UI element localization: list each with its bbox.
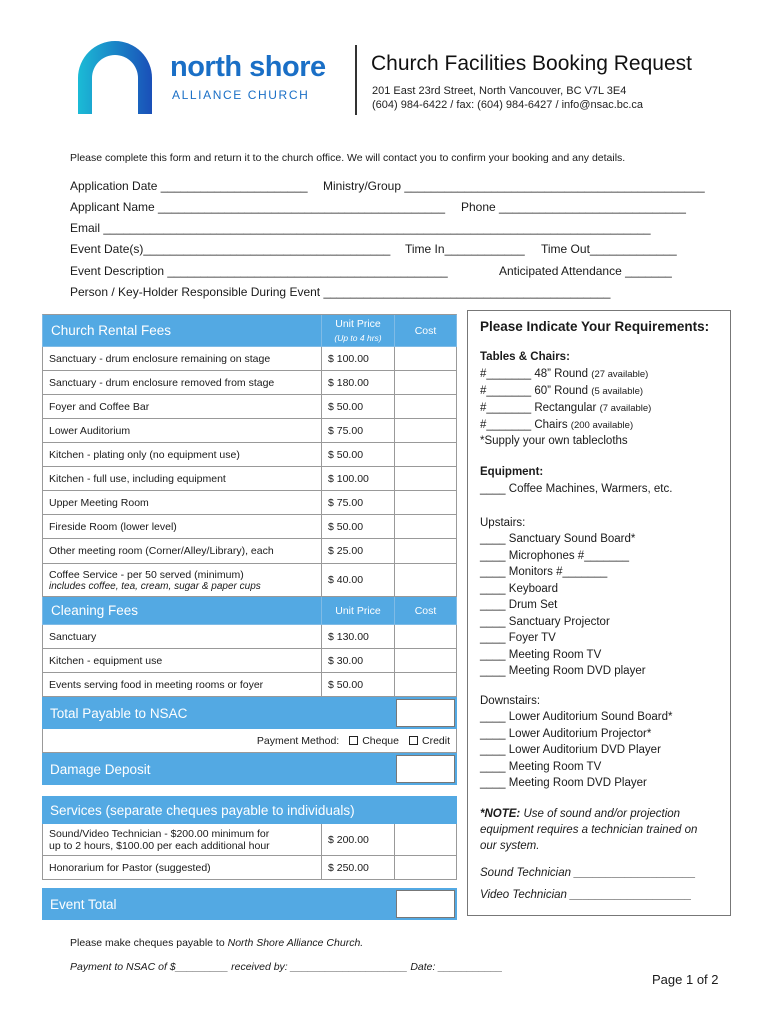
header-divider bbox=[355, 45, 357, 115]
sanctuary-projector-field[interactable]: ____ Sanctuary Projector bbox=[480, 616, 610, 628]
row-label: Honorarium for Pastor (suggested) bbox=[43, 856, 322, 879]
event-description-field[interactable]: Event Description __________________________________________ bbox=[70, 264, 448, 278]
event-total-input[interactable] bbox=[396, 890, 455, 918]
row-cost-cell[interactable] bbox=[395, 824, 456, 855]
row-label: Sanctuary - drum enclosure remaining on stage bbox=[43, 347, 322, 370]
row-price: $ 50.00 bbox=[322, 673, 395, 696]
item-label: #_______ Chairs bbox=[480, 419, 568, 431]
rental-header-row bbox=[42, 314, 457, 347]
total-payable-bar bbox=[42, 697, 457, 729]
item-availability: (7 available) bbox=[599, 403, 652, 414]
item-label: #_______ 48” Round bbox=[480, 368, 589, 380]
payment-receipt-line[interactable]: Payment to NSAC of $_________ received by: ____________________ Date: ___________ bbox=[70, 961, 503, 973]
row-price: $ 75.00 bbox=[322, 491, 395, 514]
tablecloth-note: *Supply your own tablecloths bbox=[480, 435, 628, 447]
row-cost-cell[interactable] bbox=[395, 419, 456, 442]
credit-label: Credit bbox=[421, 734, 450, 747]
row-cost-cell[interactable] bbox=[395, 467, 456, 490]
equipment-heading: Equipment: bbox=[480, 466, 544, 478]
row-label: Lower Auditorium bbox=[43, 419, 322, 442]
table-row bbox=[42, 515, 457, 539]
row-label: Sanctuary - drum enclosure removed from stage bbox=[43, 371, 322, 394]
technician-note-line2: equipment requires a technician trained on bbox=[480, 824, 698, 836]
item-availability: (27 available) bbox=[591, 369, 649, 380]
table-row bbox=[42, 673, 457, 697]
row-cost-cell[interactable] bbox=[395, 564, 456, 596]
lower-auditorium-dvd-field[interactable]: ____ Lower Auditorium DVD Player bbox=[480, 744, 661, 756]
lower-auditorium-sound-board-field[interactable]: ____ Lower Auditorium Sound Board* bbox=[480, 711, 673, 723]
services-heading: Services (separate cheques payable to individuals) bbox=[50, 802, 355, 818]
event-dates-field[interactable]: Event Date(s)_____________________________________ bbox=[70, 242, 391, 256]
phone-field[interactable]: Phone ____________________________ bbox=[461, 200, 686, 214]
technician-note-line3: our system. bbox=[480, 840, 540, 852]
row-cost-cell[interactable] bbox=[395, 625, 456, 648]
row-price: $ 180.00 bbox=[322, 371, 395, 394]
downstairs-meeting-room-dvd-field[interactable]: ____ Meeting Room DVD Player bbox=[480, 777, 647, 789]
table-row bbox=[42, 564, 457, 597]
table-row bbox=[42, 649, 457, 673]
row-label: Foyer and Coffee Bar bbox=[43, 395, 322, 418]
row-cost-cell[interactable] bbox=[395, 673, 456, 696]
page-number: Page 1 of 2 bbox=[652, 972, 719, 987]
table-row bbox=[42, 395, 457, 419]
payment-method-row bbox=[42, 729, 457, 753]
row-label: Kitchen - equipment use bbox=[43, 649, 322, 672]
church-address: 201 East 23rd Street, North Vancouver, BC V7L 3E4 bbox=[372, 85, 627, 97]
table-row bbox=[42, 443, 457, 467]
table-row bbox=[42, 824, 457, 856]
item-availability: (200 available) bbox=[570, 420, 634, 431]
table-rectangular-field[interactable] bbox=[480, 402, 651, 414]
applicant-name-field[interactable]: Applicant Name ___________________________________________ bbox=[70, 200, 446, 214]
row-label: Other meeting room (Corner/Alley/Library), each bbox=[43, 539, 322, 563]
requirements-panel bbox=[467, 310, 731, 916]
row-cost-cell[interactable] bbox=[395, 395, 456, 418]
sanctuary-sound-board-field[interactable]: ____ Sanctuary Sound Board* bbox=[480, 533, 636, 545]
row-cost-cell[interactable] bbox=[395, 539, 456, 563]
keyboard-field[interactable]: ____ Keyboard bbox=[480, 583, 559, 595]
event-total-bar bbox=[42, 888, 457, 920]
time-out-field[interactable]: Time Out_____________ bbox=[541, 242, 677, 256]
time-in-field[interactable]: Time In____________ bbox=[405, 242, 525, 256]
credit-checkbox[interactable] bbox=[409, 736, 418, 745]
cleaning-header-row bbox=[42, 597, 457, 625]
row-label: Fireside Room (lower level) bbox=[43, 515, 322, 538]
rental-cost-header: Cost bbox=[414, 324, 437, 337]
row-price: $ 75.00 bbox=[322, 419, 395, 442]
unit-price-label: Unit Price bbox=[335, 318, 381, 330]
row-cost-cell[interactable] bbox=[395, 649, 456, 672]
table-row bbox=[42, 625, 457, 649]
row-cost-cell[interactable] bbox=[395, 515, 456, 538]
downstairs-heading: Downstairs: bbox=[480, 695, 541, 707]
row-cost-cell[interactable] bbox=[395, 347, 456, 370]
microphones-field[interactable]: ____ Microphones #_______ bbox=[480, 550, 629, 562]
cheque-checkbox[interactable] bbox=[349, 736, 358, 745]
note-prefix: *NOTE: bbox=[480, 808, 521, 820]
tables-heading: Tables & Chairs: bbox=[480, 351, 570, 363]
document-title: Church Facilities Booking Request bbox=[371, 52, 692, 75]
row-label-main: Coffee Service - per 50 served (minimum) bbox=[49, 568, 244, 581]
email-field[interactable]: Email __________________________________________________________________________________ bbox=[70, 221, 651, 235]
rental-unit-price-header bbox=[322, 315, 395, 346]
rental-heading: Church Rental Fees bbox=[43, 315, 322, 346]
payment-method-label: Payment Method: bbox=[256, 734, 340, 747]
table-48-round-field[interactable] bbox=[480, 368, 648, 380]
cheque-label: Cheque bbox=[362, 734, 399, 747]
total-payable-label: Total Payable to NSAC bbox=[50, 705, 188, 721]
table-row bbox=[42, 539, 457, 564]
row-label: Events serving food in meeting rooms or foyer bbox=[43, 673, 322, 696]
row-price: $ 250.00 bbox=[322, 856, 395, 879]
row-price: $ 30.00 bbox=[322, 649, 395, 672]
table-row bbox=[42, 467, 457, 491]
form-intro: Please complete this form and return it to the church office. We will contact you to confirm your booking and any details. bbox=[70, 152, 626, 164]
row-cost-cell[interactable] bbox=[395, 443, 456, 466]
table-60-round-field[interactable] bbox=[480, 385, 643, 397]
chairs-field[interactable] bbox=[480, 419, 633, 431]
logo-arch-icon bbox=[70, 38, 160, 114]
damage-deposit-input[interactable] bbox=[396, 755, 455, 783]
anticipated-attendance-field[interactable]: Anticipated Attendance _______ bbox=[499, 264, 672, 278]
meeting-room-tv-field[interactable]: ____ Meeting Room TV bbox=[480, 649, 602, 661]
note-text: Use of sound and/or projection bbox=[520, 808, 681, 820]
foyer-tv-field[interactable]: ____ Foyer TV bbox=[480, 632, 556, 644]
sound-technician-field[interactable]: Sound Technician ___________________ bbox=[480, 867, 696, 879]
person-responsible-field[interactable]: Person / Key-Holder Responsible During Event ___________________________________________ bbox=[70, 285, 611, 299]
requirements-title: Please Indicate Your Requirements: bbox=[480, 319, 710, 334]
row-price: $ 200.00 bbox=[322, 824, 395, 855]
cleaning-cost-header: Cost bbox=[414, 604, 437, 617]
total-payable-input[interactable] bbox=[396, 699, 455, 727]
row-cost-cell[interactable] bbox=[395, 371, 456, 394]
row-price: $ 50.00 bbox=[322, 443, 395, 466]
cheques-prefix: Please make cheques payable to bbox=[70, 937, 228, 949]
table-row bbox=[42, 856, 457, 880]
row-cost-cell[interactable] bbox=[395, 856, 456, 879]
video-technician-field[interactable]: Video Technician ___________________ bbox=[480, 889, 692, 901]
row-label: Kitchen - full use, including equipment bbox=[43, 467, 322, 490]
row-label: Kitchen - plating only (no equipment use) bbox=[43, 443, 322, 466]
lower-auditorium-projector-field[interactable]: ____ Lower Auditorium Projector* bbox=[480, 728, 652, 740]
technician-note bbox=[480, 808, 680, 820]
damage-deposit-bar bbox=[42, 753, 457, 785]
table-row bbox=[42, 371, 457, 395]
meeting-room-dvd-field[interactable]: ____ Meeting Room DVD player bbox=[480, 665, 646, 677]
row-price: $ 40.00 bbox=[322, 564, 395, 596]
cleaning-heading: Cleaning Fees bbox=[43, 597, 322, 624]
church-contact: (604) 984-6422 / fax: (604) 984-6427 / info@nsac.bc.ca bbox=[372, 99, 644, 111]
row-price: $ 50.00 bbox=[322, 395, 395, 418]
item-availability: (5 available) bbox=[591, 386, 644, 397]
item-label: #_______ 60” Round bbox=[480, 385, 589, 397]
item-label: #_______ Rectangular bbox=[480, 402, 597, 414]
row-price: $ 50.00 bbox=[322, 515, 395, 538]
cheques-payee: North Shore Alliance Church. bbox=[227, 937, 364, 949]
row-label-second: up to 2 hours, $100.00 per each additional hour bbox=[49, 839, 270, 852]
logo-subtitle: ALLIANCE CHURCH bbox=[172, 88, 310, 102]
cleaning-unit-price-header: Unit Price bbox=[322, 597, 395, 624]
row-cost-cell[interactable] bbox=[395, 491, 456, 514]
table-row bbox=[42, 347, 457, 371]
damage-deposit-label: Damage Deposit bbox=[50, 761, 151, 777]
drum-set-field[interactable]: ____ Drum Set bbox=[480, 599, 558, 611]
row-price: $ 100.00 bbox=[322, 347, 395, 370]
application-date-field[interactable]: Application Date ______________________ bbox=[70, 179, 308, 193]
downstairs-meeting-room-tv-field[interactable]: ____ Meeting Room TV bbox=[480, 761, 602, 773]
table-row bbox=[42, 419, 457, 443]
row-label bbox=[43, 564, 322, 596]
monitors-field[interactable]: ____ Monitors #_______ bbox=[480, 566, 608, 578]
row-price: $ 130.00 bbox=[322, 625, 395, 648]
services-header-bar bbox=[42, 796, 457, 824]
ministry-group-field[interactable]: Ministry/Group _____________________________________________ bbox=[323, 179, 705, 193]
row-price: $ 25.00 bbox=[322, 539, 395, 563]
table-row bbox=[42, 491, 457, 515]
logo-name: north shore bbox=[170, 51, 326, 83]
unit-price-sub: (Up to 4 hrs) bbox=[334, 333, 382, 343]
row-price: $ 100.00 bbox=[322, 467, 395, 490]
coffee-machines-field[interactable]: ____ Coffee Machines, Warmers, etc. bbox=[480, 483, 673, 495]
fee-table bbox=[42, 314, 457, 920]
upstairs-heading: Upstairs: bbox=[480, 517, 526, 529]
row-label-sub: includes coffee, tea, cream, sugar & paper cups bbox=[49, 580, 261, 592]
row-label: Sanctuary bbox=[43, 625, 322, 648]
row-label bbox=[43, 824, 322, 855]
event-total-label: Event Total bbox=[50, 896, 117, 912]
cheques-payable-note bbox=[70, 937, 363, 949]
row-label-main: Sound/Video Technician - $200.00 minimum for bbox=[49, 827, 270, 840]
row-label: Upper Meeting Room bbox=[43, 491, 322, 514]
